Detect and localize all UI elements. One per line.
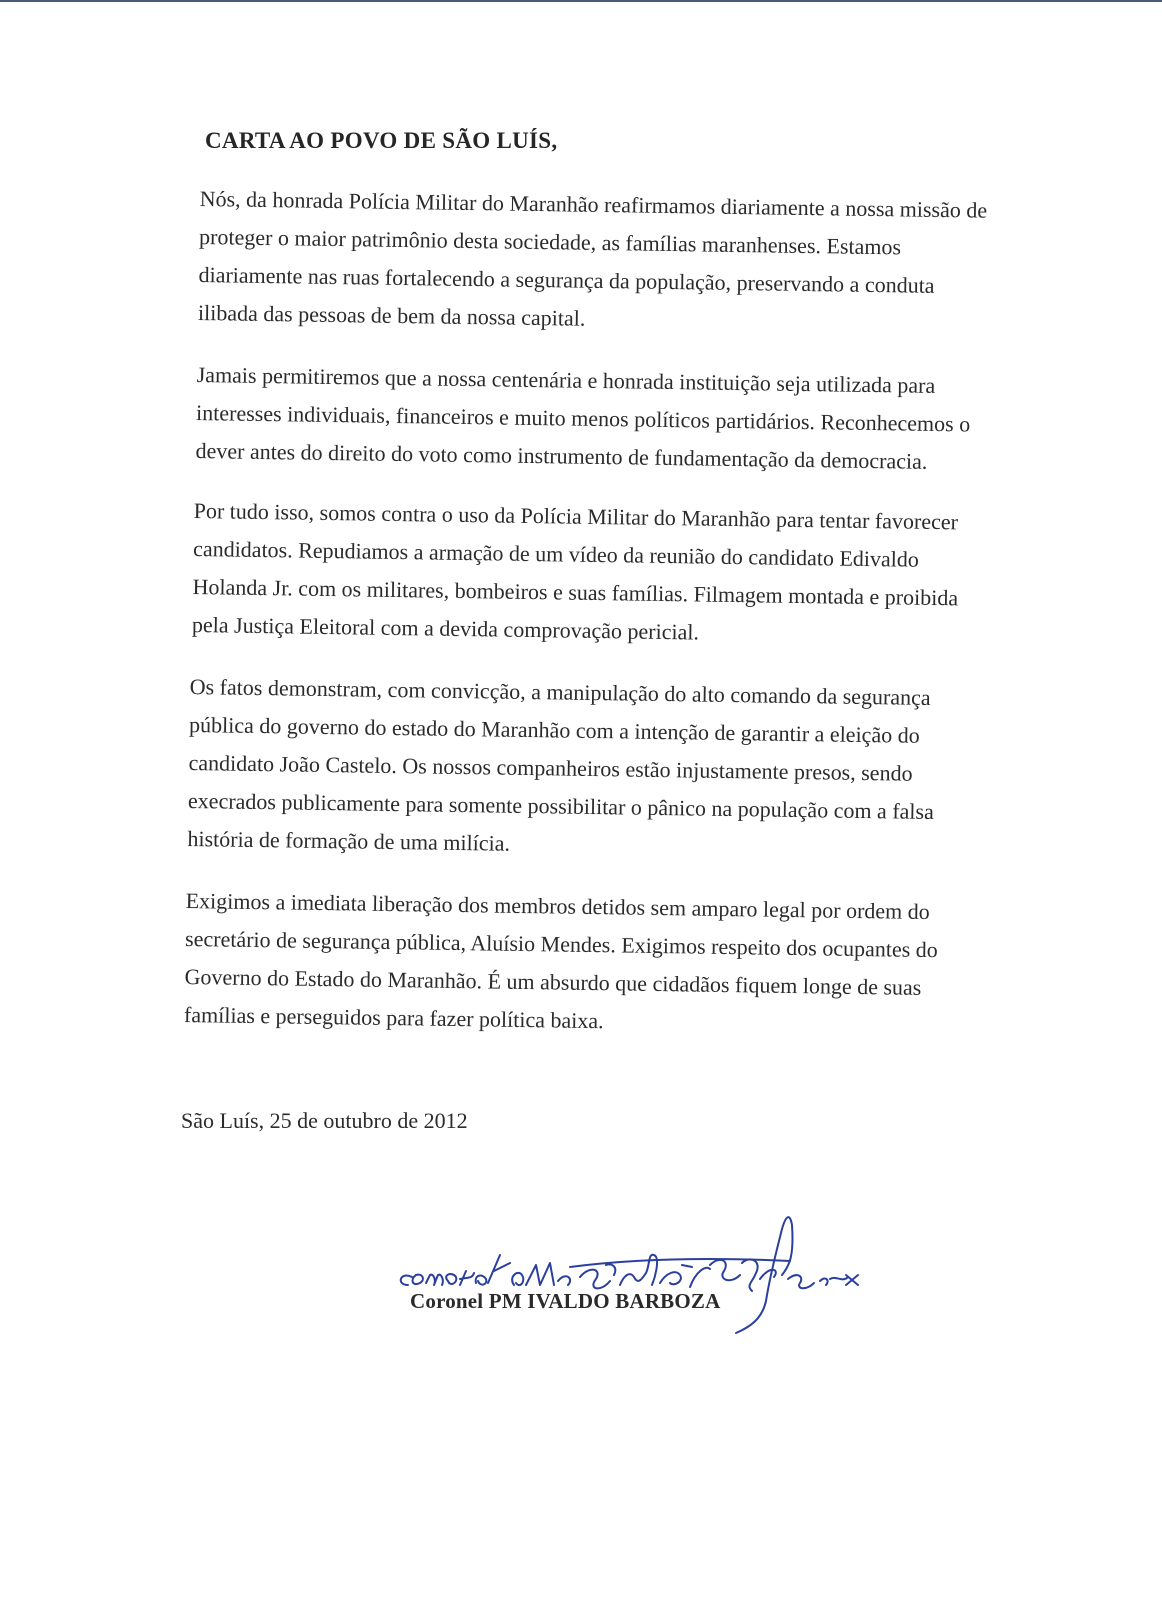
signatory-name: Coronel PM IVALDO BARBOZA bbox=[410, 1289, 721, 1313]
letter-paragraph-4: Os fatos demonstram, com convicção, a manipulação do alto comando da segurança pública do governo do estado do Maranhão com a intenção de garantir a eleição do candidato João Castelo. Os nossos companheiros estão injustamente presos, sendo execrados publicamente para somente possibilitar o pânico na população com a falsa história de formação de uma milícia. bbox=[187, 673, 935, 856]
signature-block bbox=[390, 1205, 910, 1345]
date-line: São Luís, 25 de outubro de 2012 bbox=[181, 1108, 468, 1133]
letter-title: CARTA AO POVO DE SÃO LUÍS, bbox=[205, 128, 558, 153]
letter-paragraph-1: Nós, da honrada Polícia Militar do Maranhão reafirmamos diariamente a nossa missão de proteger o maior patrimônio desta sociedade, as famílias maranhenses. Estamos diariamente nas ruas fortalecendo a segurança da população, preservando a conduta ilibada das pessoas de bem da nossa capital. bbox=[197, 185, 988, 331]
letter-paragraph-2: Jamais permitiremos que a nossa centenária e honrada instituição seja utilizada para interesses individuais, financeiros e muito menos políticos partidários. Reconhecemos o dever antes do direito do voto como instrumento de fundamentação da democracia. bbox=[195, 361, 971, 474]
letter-paragraph-5: Exigimos a imediata liberação dos membros detidos sem amparo legal por ordem do secretário de segurança pública, Aluísio Mendes. Exigimos respeito dos ocupantes do Governo do Estado do Maranhão. É um absurdo que cidadãos fiquem longe de suas famílias e perseguidos para fazer política baixa. bbox=[183, 887, 938, 1034]
letter-paragraph-3: Por tudo isso, somos contra o uso da Polícia Militar do Maranhão para tentar favorecer candidatos. Repudiamos a armação de um vídeo da reunião do candidato Edivaldo Holanda Jr. com os militares, bombeiros e suas famílias. Filmagem montada e proibida pela Justiça Eleitoral com a devida comprovação pericial. bbox=[191, 497, 959, 645]
handwritten-signature bbox=[390, 1205, 910, 1345]
